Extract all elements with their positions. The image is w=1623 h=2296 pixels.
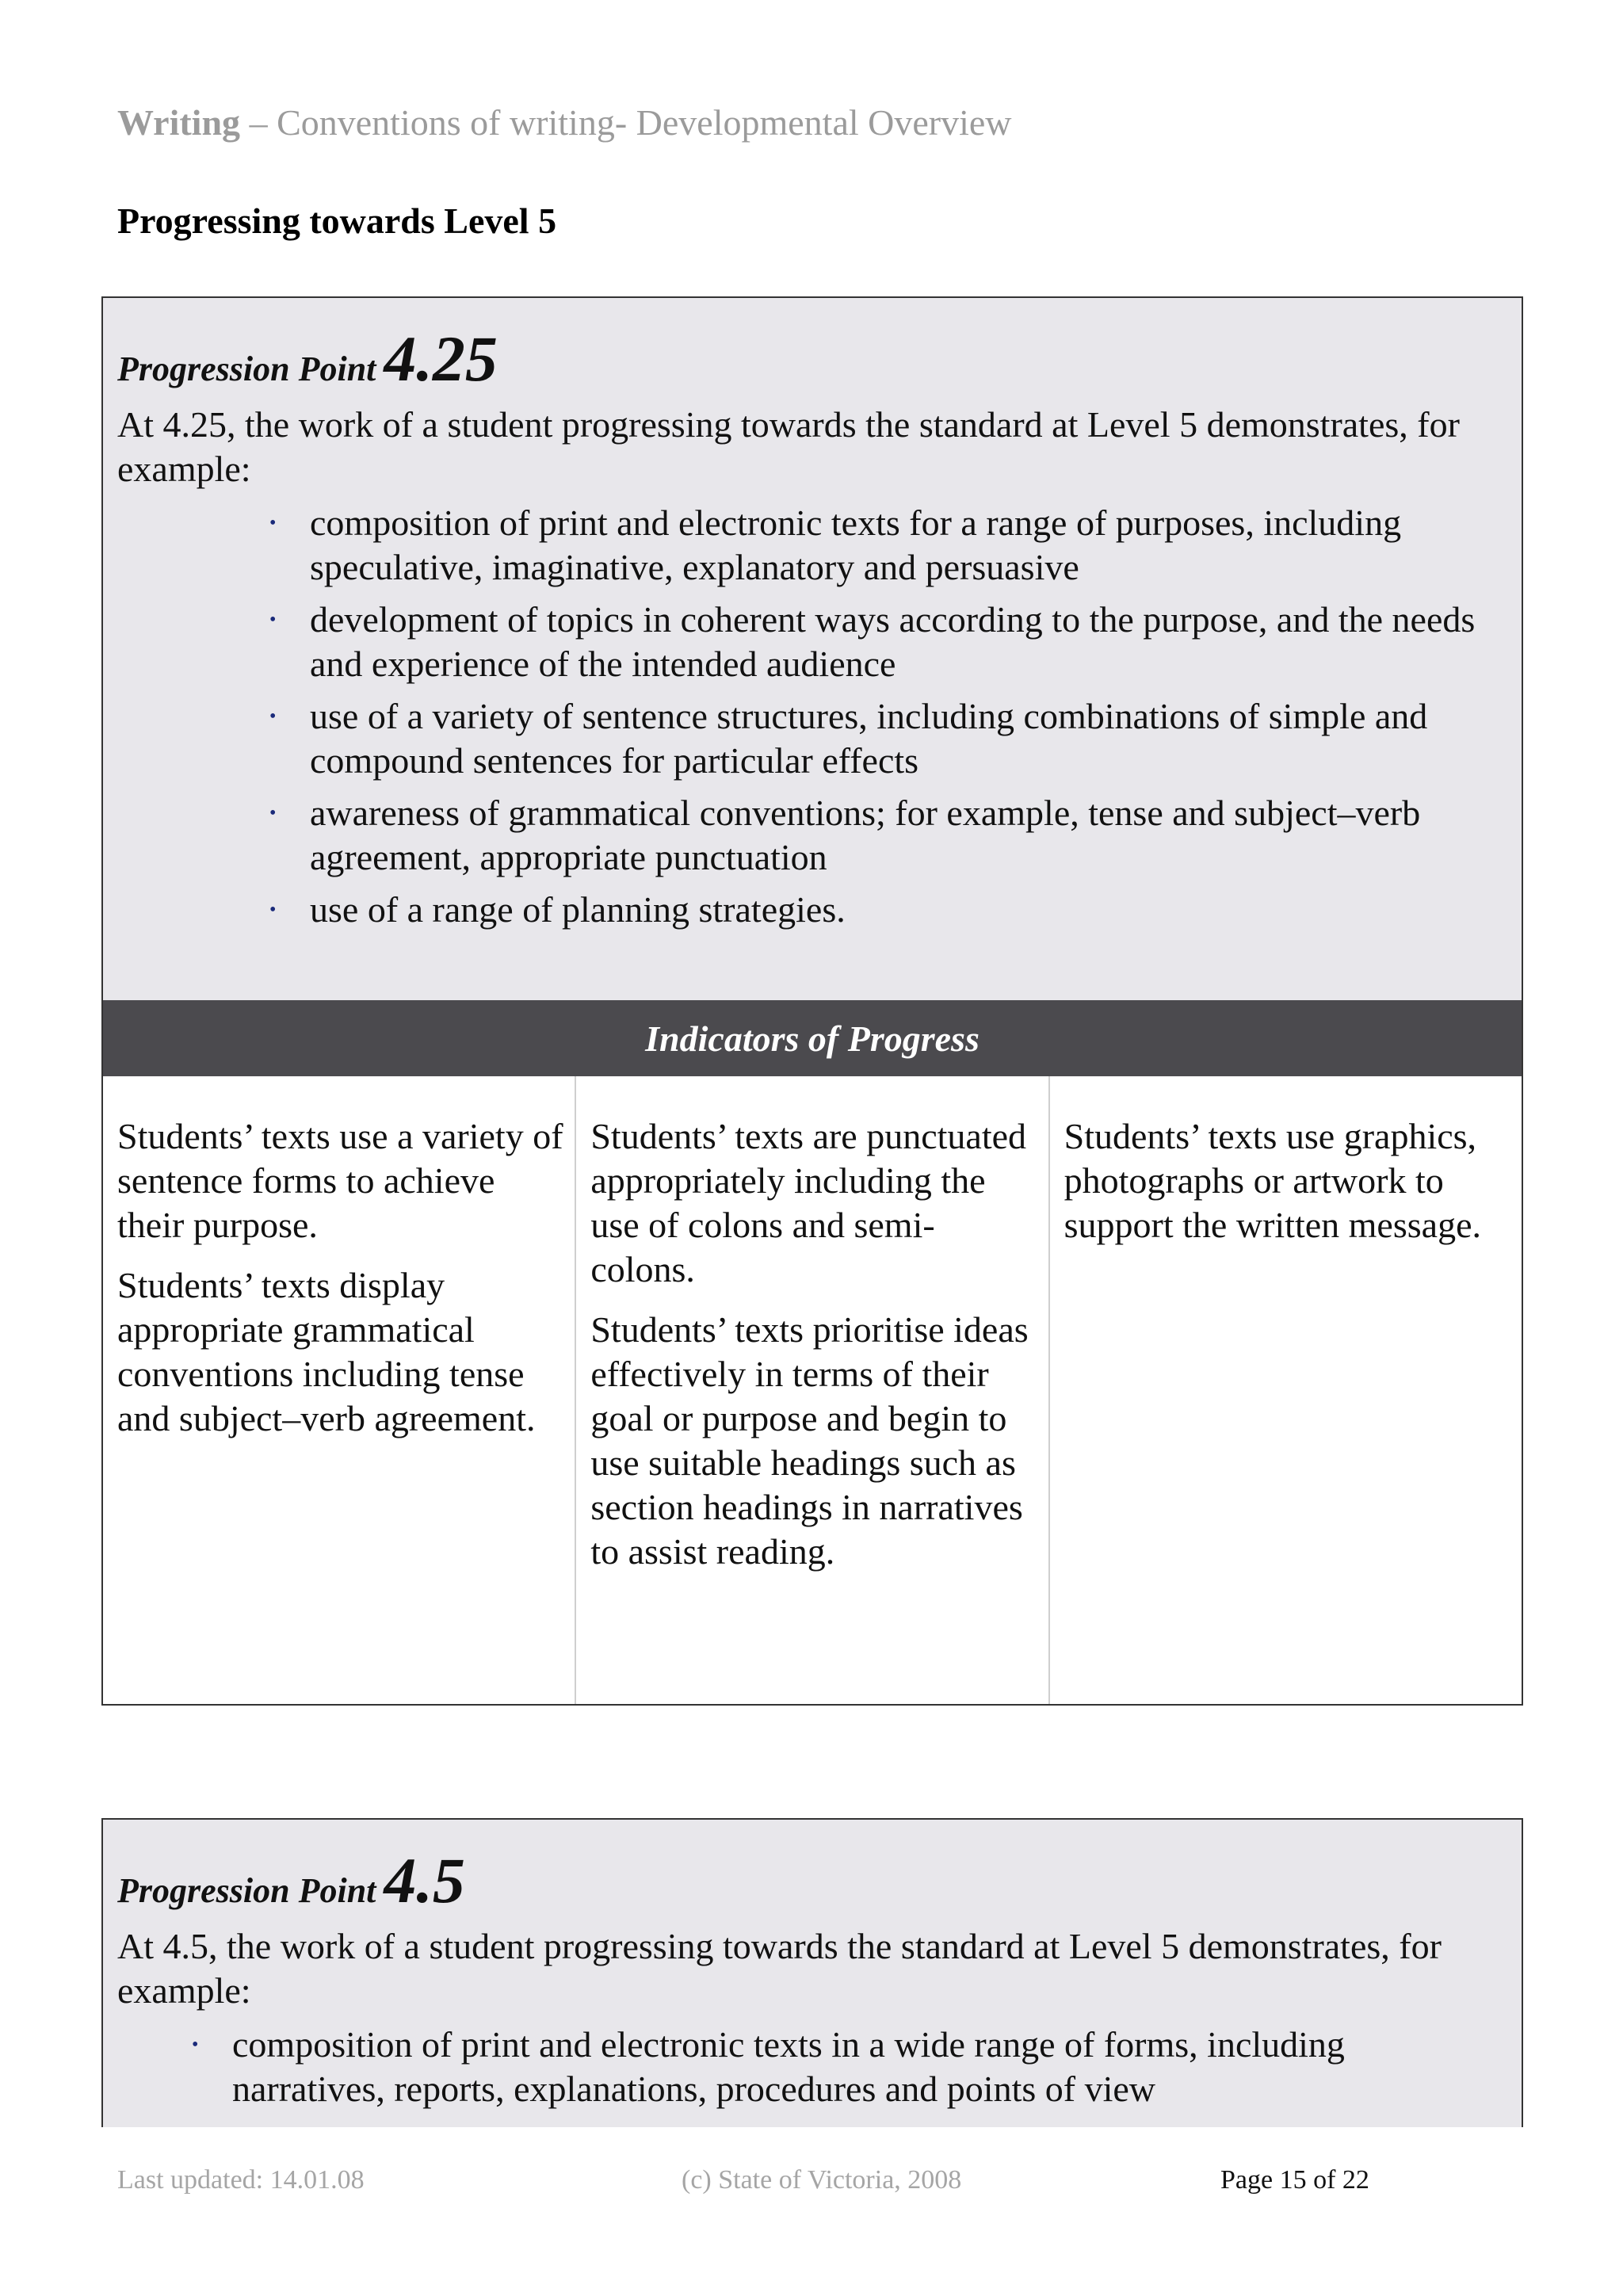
header-subject: Writing <box>117 102 241 143</box>
header-title: – Conventions of writing- Developmental Overview <box>240 102 1012 143</box>
bullet-item <box>117 501 1506 590</box>
section-heading: Progressing towards Level 5 <box>117 201 557 241</box>
bullet-text: awareness of grammatical conventions; for example, tense and subject–verb agreement, appropriate punctuation <box>310 793 1421 877</box>
bullet-text: composition of print and electronic texts for a range of purposes, including speculative, imaginative, explanatory and persuasive <box>310 502 1402 587</box>
footer-last-updated: Last updated: 14.01.08 <box>117 2165 365 2195</box>
indicator-text: Students’ texts prioritise ideas effectively in terms of their goal or purpose and begin to use suitable headings such as section headings in narratives to assist reading. <box>590 1309 1029 1572</box>
progression-point-summary <box>103 298 1522 1000</box>
indicator-column-2 <box>576 1076 1049 1704</box>
indicator-text: Students’ texts use graphics, photographs or artwork to support the written message. <box>1064 1116 1481 1245</box>
bullet-item <box>117 2023 1506 2111</box>
progression-point-intro: At 4.25, the work of a student progressing towards the standard at Level 5 demonstrates, for example: <box>117 404 1460 489</box>
bullet-icon: • <box>269 900 277 920</box>
indicator-text: Students’ texts use a variety of sentence forms to achieve their purpose. <box>117 1116 563 1245</box>
progression-point-label: Progression Point <box>117 350 376 388</box>
bullet-icon: • <box>269 706 277 727</box>
indicator-text: Students’ texts are punctuated appropriately including the use of colons and semi-colons. <box>590 1116 1027 1289</box>
bullet-text: development of topics in coherent ways according to the purpose, and the needs and experience of the intended audience <box>310 599 1476 684</box>
bullet-icon: • <box>269 513 277 533</box>
indicators-columns <box>103 1076 1522 1704</box>
bullet-item <box>117 888 1506 932</box>
progression-point-number: 4.25 <box>384 323 498 395</box>
footer-copyright: (c) State of Victoria, 2008 <box>682 2165 962 2195</box>
page-header <box>117 101 1012 143</box>
progression-point-title <box>117 1820 1506 1916</box>
progression-point-bullets <box>117 501 1506 932</box>
progression-point-box-4-25 <box>101 296 1523 1706</box>
bullet-item <box>117 694 1506 783</box>
indicator-text: Students’ texts display appropriate grammatical conventions including tense and subject–verb agreement. <box>117 1265 536 1438</box>
indicators-of-progress-heading: Indicators of Progress <box>103 1000 1522 1076</box>
indicator-column-3 <box>1050 1076 1522 1704</box>
bullet-icon: • <box>269 609 277 630</box>
bullet-text: composition of print and electronic texts in a wide range of forms, including narratives, reports, explanations, procedures and points of view <box>232 2024 1345 2109</box>
progression-point-summary <box>103 1820 1522 2111</box>
bullet-text: use of a range of planning strategies. <box>310 889 846 930</box>
bullet-item <box>117 598 1506 686</box>
bullet-icon: • <box>269 803 277 823</box>
progression-point-title <box>117 298 1506 395</box>
progression-point-label: Progression Point <box>117 1871 376 1910</box>
bullet-text: use of a variety of sentence structures, including combinations of simple and compound sentences for particular effects <box>310 696 1428 781</box>
bullet-icon: • <box>192 2034 199 2055</box>
progression-point-intro: At 4.5, the work of a student progressing towards the standard at Level 5 demonstrates, for example: <box>117 1926 1442 2011</box>
progression-point-number: 4.5 <box>384 1844 465 1916</box>
progression-point-bullets <box>117 2023 1506 2111</box>
bullet-item <box>117 791 1506 880</box>
progression-point-box-4-5 <box>101 1818 1523 2127</box>
footer-page-number: Page 15 of 22 <box>1220 2165 1369 2195</box>
indicator-column-1 <box>103 1076 576 1704</box>
